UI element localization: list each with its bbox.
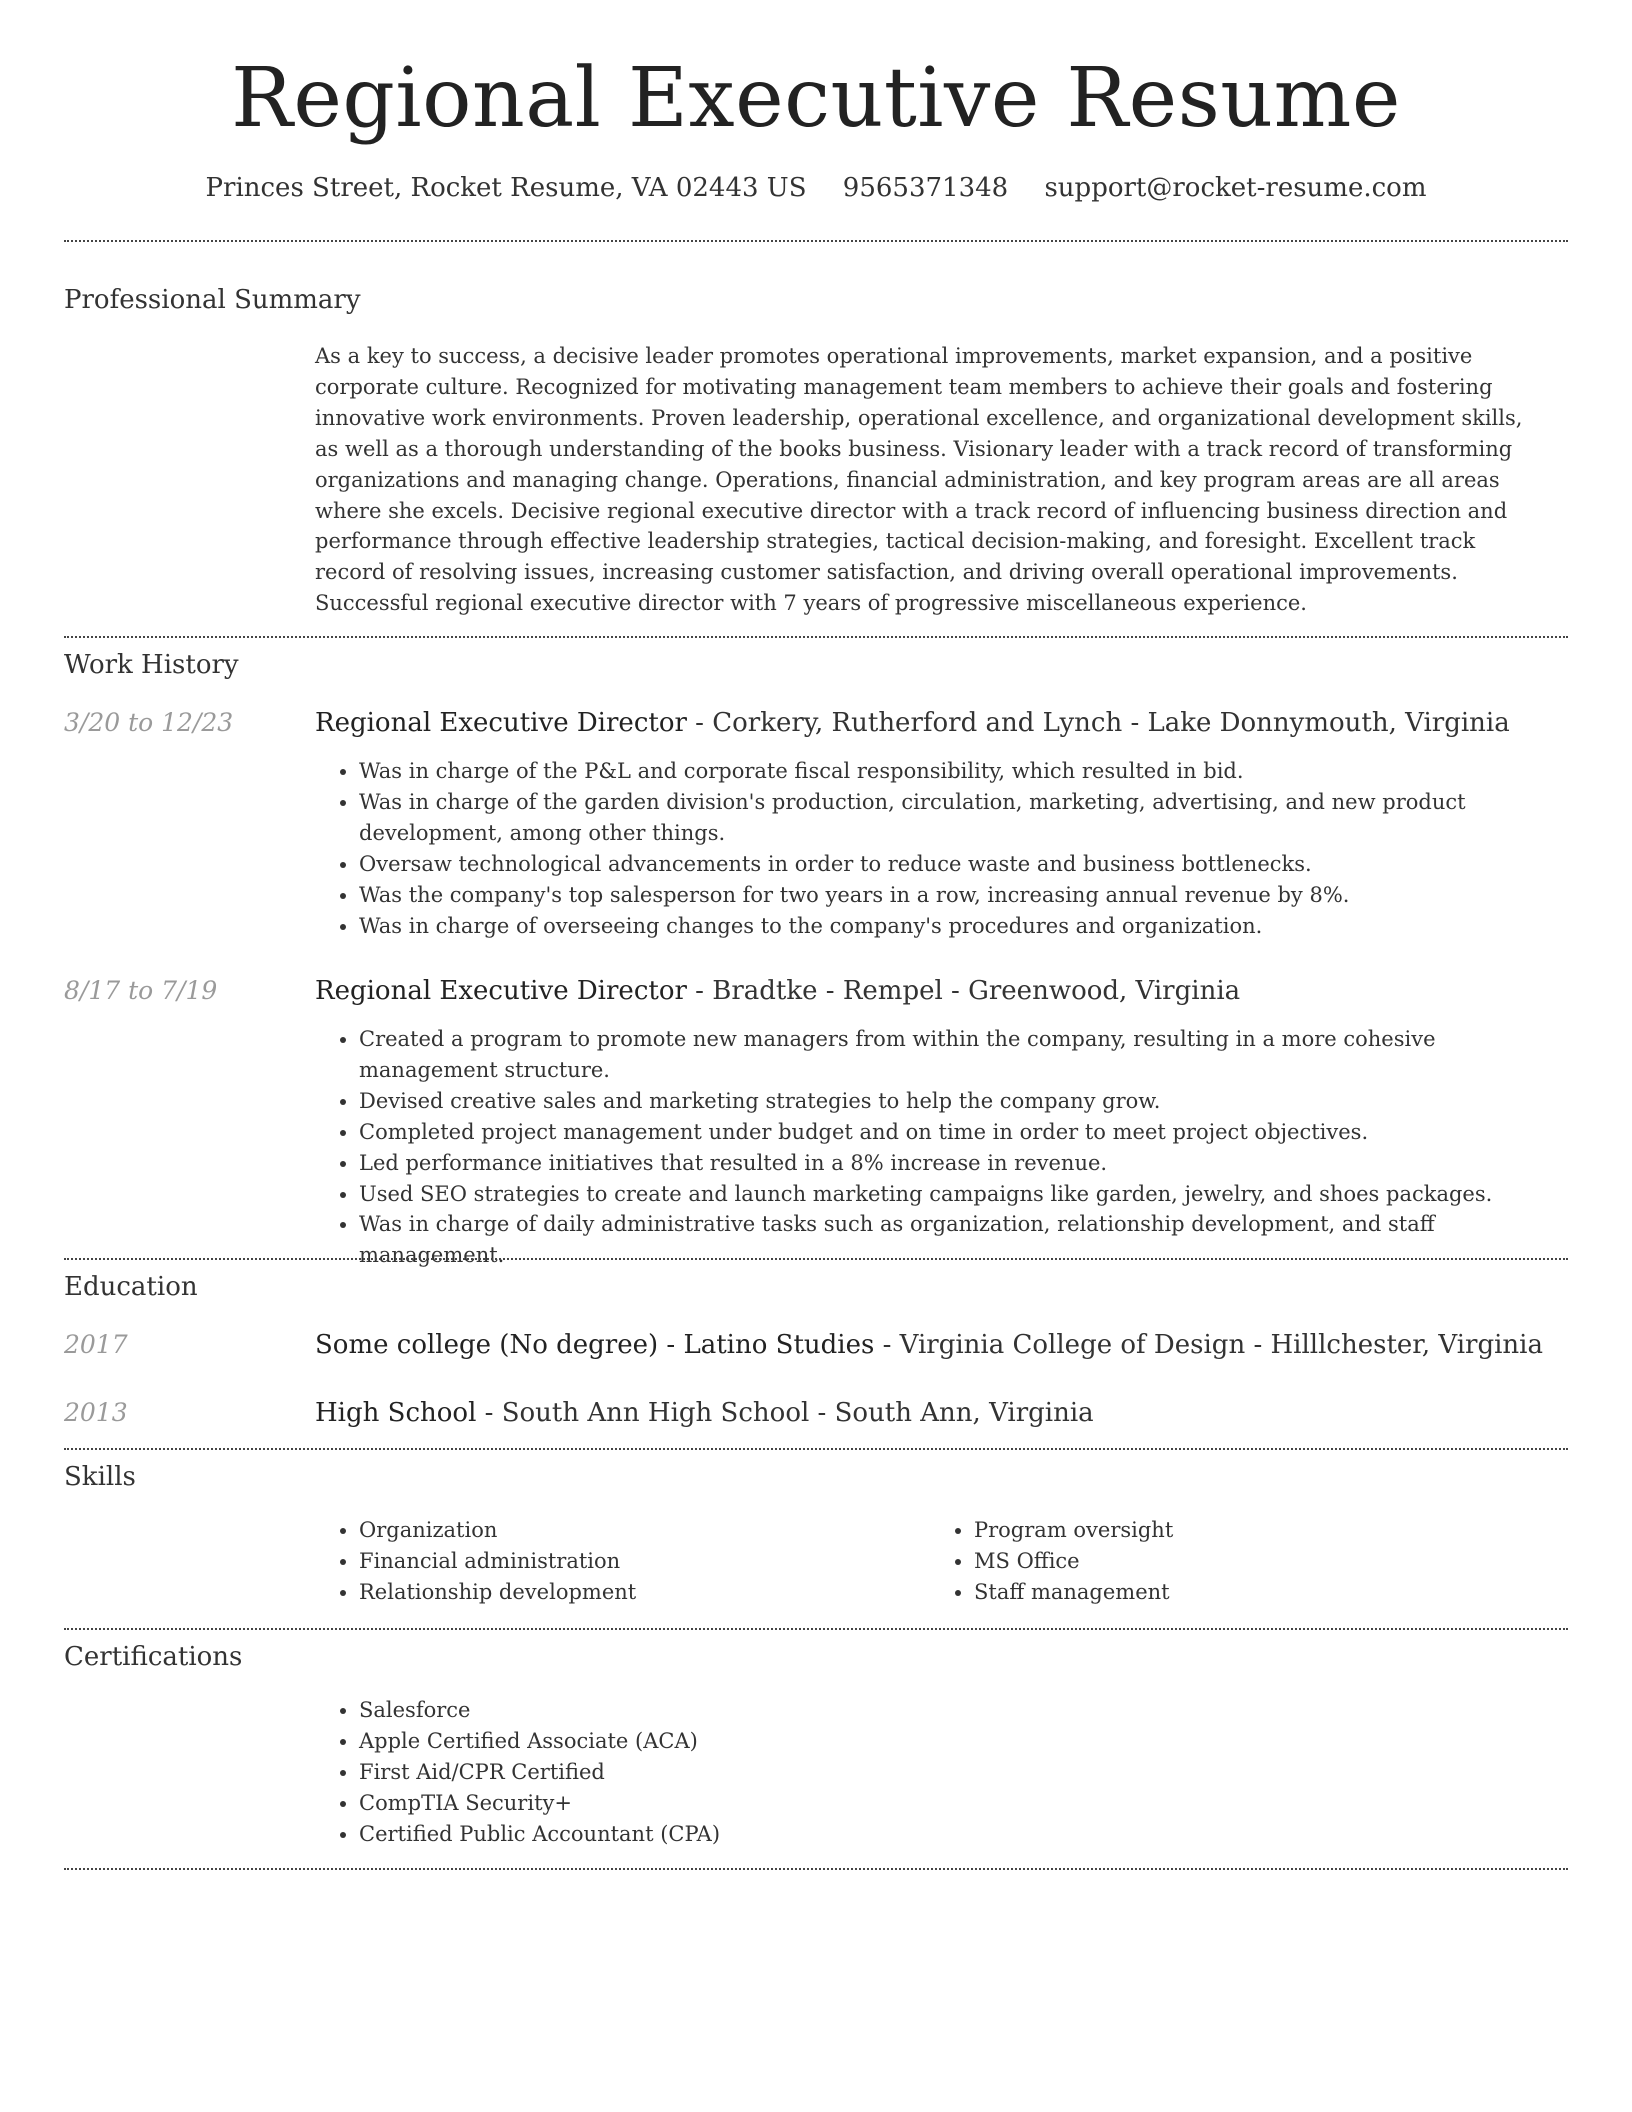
list-item: • Oversaw technological advancements in order to reduce waste and business bottlenecks. xyxy=(359,849,1569,880)
education-degree: High School xyxy=(315,1398,477,1428)
skills-heading: Skills xyxy=(64,1462,136,1492)
list-item: • Program oversight xyxy=(974,1515,1534,1546)
list-item: • Was the company's top salesperson for two years in a row, increasing annual revenue by 8%. xyxy=(359,880,1569,911)
contact-info xyxy=(0,170,1632,206)
job-dates: 8/17 to 7/19 xyxy=(64,976,218,1005)
list-item: • Was in charge of the P&L and corporate fiscal responsibility, which resulted in bid. xyxy=(359,756,1569,787)
summary-text: As a key to success, a decisive leader promotes operational improvements, market expansion, and a positive corporate culture. Recognized for motivating management team members to achieve their goals and fostering innovative work environments. Proven leadership, operational excellence, and organizational development skills, as well as a thorough understanding of the books business. Visionary leader with a track record of transforming organizations and managing change. Operations, financial administration, and key program areas are all areas where she excels. Decisive regional executive director with a track record of influencing business direction and performance through effective leadership strategies, tactical decision-making, and foresight. Excellent track record of resolving issues, increasing customer satisfaction, and driving overall operational improvements. Successful regional executive director with 7 years of progressive miscellaneous experience. xyxy=(315,344,1523,616)
skills-list-left xyxy=(315,1515,919,1608)
list-item: • Certified Public Accountant (CPA) xyxy=(359,1819,1259,1850)
job-title: Regional Executive Director xyxy=(315,708,687,738)
job-bullets xyxy=(315,1024,1569,1271)
list-item: • Apple Certified Associate (ACA) xyxy=(359,1726,1259,1757)
list-item: • Completed project management under budget and on time in order to meet project objectives. xyxy=(359,1117,1569,1148)
skills-list-right xyxy=(930,1515,1534,1608)
section-divider xyxy=(64,240,1568,242)
list-item: • Used SEO strategies to create and launch marketing campaigns like garden, jewelry, and shoes packages. xyxy=(359,1179,1569,1210)
section-divider xyxy=(64,1628,1568,1630)
list-item: • CompTIA Security+ xyxy=(359,1788,1259,1819)
section-divider xyxy=(64,636,1568,638)
section-divider xyxy=(64,1448,1568,1450)
certifications-heading: Certifications xyxy=(64,1642,243,1672)
list-item: • First Aid/CPR Certified xyxy=(359,1757,1259,1788)
contact-email: support@rocket-resume.com xyxy=(1044,173,1427,203)
list-item: • Relationship development xyxy=(359,1577,919,1608)
education-details: - South Ann High School - South Ann, Virginia xyxy=(476,1398,1094,1428)
contact-address: Princes Street, Rocket Resume, VA 02443 US xyxy=(205,173,807,203)
list-item: • Devised creative sales and marketing strategies to help the company grow. xyxy=(359,1086,1569,1117)
work-history-heading: Work History xyxy=(64,650,239,680)
education-entry xyxy=(315,1396,1094,1430)
list-item: • Financial administration xyxy=(359,1546,919,1577)
education-entry xyxy=(315,1328,1543,1362)
contact-phone: 9565371348 xyxy=(842,173,1009,203)
education-year: 2017 xyxy=(64,1330,128,1359)
job-header xyxy=(315,974,1240,1008)
job-header xyxy=(315,706,1510,740)
section-divider xyxy=(64,1258,1568,1260)
summary-heading: Professional Summary xyxy=(64,285,361,315)
list-item: • Staff management xyxy=(974,1577,1534,1608)
list-item: • MS Office xyxy=(974,1546,1534,1577)
certifications-list xyxy=(315,1695,1259,1850)
job-dates: 3/20 to 12/23 xyxy=(64,708,234,737)
education-year: 2013 xyxy=(64,1398,128,1427)
list-item: • Was in charge of the garden division's production, circulation, marketing, advertising, and new product development, among other things. xyxy=(359,787,1569,849)
list-item: • Was in charge of overseeing changes to the company's procedures and organization. xyxy=(359,911,1569,942)
list-item: • Led performance initiatives that resulted in a 8% increase in revenue. xyxy=(359,1148,1569,1179)
job-title: Regional Executive Director xyxy=(315,976,687,1006)
list-item: • Organization xyxy=(359,1515,919,1546)
list-item: • Was in charge of daily administrative tasks such as organization, relationship development, and staff management. xyxy=(359,1209,1569,1271)
list-item: • Created a program to promote new managers from within the company, resulting in a more cohesive management structure. xyxy=(359,1024,1569,1086)
education-heading: Education xyxy=(64,1272,198,1302)
job-details: - Corkery, Rutherford and Lynch - Lake Donnymouth, Virginia xyxy=(686,708,1510,738)
resume-title: Regional Executive Resume xyxy=(231,51,1401,146)
job-details: - Bradtke - Rempel - Greenwood, Virginia xyxy=(686,976,1241,1006)
job-bullets xyxy=(315,756,1569,941)
education-details: - Virginia College of Design - Hilllchester, Virginia xyxy=(874,1330,1543,1360)
education-degree: Some college (No degree) - Latino Studies xyxy=(315,1330,875,1360)
section-divider xyxy=(64,1868,1568,1870)
list-item: • Salesforce xyxy=(359,1695,1259,1726)
